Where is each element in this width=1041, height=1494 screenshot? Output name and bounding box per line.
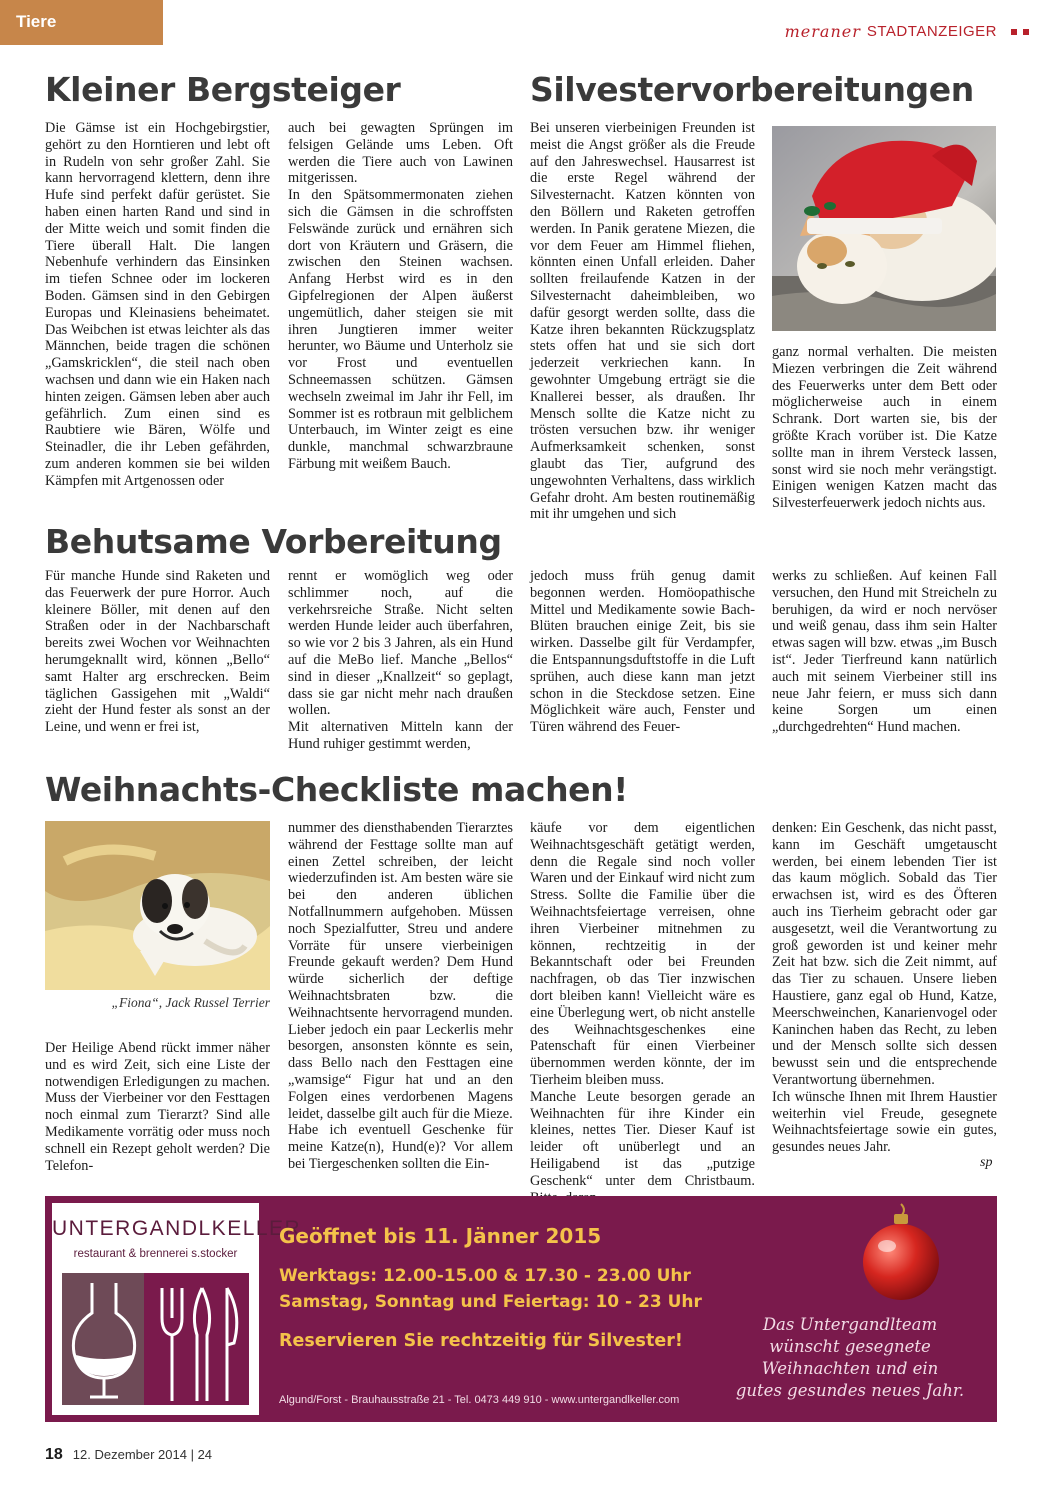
headline-silvester: Silvestervorbereitungen	[530, 70, 974, 109]
behutsam-paragraph: Mit alternativen Mitteln kann der Hund ruhiger gestimmt werden,	[288, 719, 513, 752]
dog-photo-caption: „Fiona“, Jack Russel Terrier	[111, 995, 270, 1010]
silvester-column-1	[530, 120, 755, 523]
masthead-script: meraner	[784, 22, 861, 41]
restaurant-advertisement	[45, 1196, 997, 1422]
glass-cutlery-icon	[62, 1273, 249, 1405]
silvester-column-2	[772, 344, 997, 512]
issue-date: 12. Dezember 2014 | 24	[72, 1447, 213, 1462]
behutsam-paragraph: werks zu schließen. Auf keinen Fall versuchen, den Hund mit Streicheln zu beruhigen, da wird er noch nervöser und weiß genau, dass ihm sein Halter etwas sagen will bzw. etwas „im Busch ist“. Jeder Tierfreund kann natürlich auch mit seinem Vierbeiner still ins neue Jahr feiern, er muss sich dann keine Sorgen um einen „durchgedrehten“ Hund machen.	[772, 568, 997, 736]
restaurant-logo	[52, 1203, 302, 1415]
ad-hours-weekday: Werktags: 12.00-15.00 & 17.30 - 23.00 Uhr	[279, 1266, 691, 1286]
bergsteiger-column-2	[288, 120, 513, 473]
checkliste-paragraph: denken: Ein Geschenk, das nicht passt, kann im Geschäft umgetauscht werden, bei einem lebenden Tier ist das kaum möglich. Sobald das Tier erwachsen ist, wird es des Öfteren auch ins Tierheim gebracht oder gar ausgesetzt, weil die Verantwortung zu groß geworden ist und keiner mehr Zeit hat bzw. sich die Zeit nimmt, auf das Tier zu schauen. Unsere lieben Haustiere, ganz egal ob Hund, Katze, Meerschweinchen, Kanarienvogel oder Kaninchen haben das Recht, zu leben und der Mensch sollte sich dessen bewusst sein und die entsprechende Verantwortung übernehmen.	[772, 820, 997, 1088]
bergsteiger-paragraph: In den Spätsommermonaten ziehen sich die Gämsen in die schroffsten Felswände zurück und ernähren sich dort von Kräutern und Gräsern, die zwischen den Steinen wachsen. Anfang Herbst wird es in den Gipfelregionen der Alpen äußerst ungemütlich, daher steigen sie mit ihren Jungtieren immer weiter herunter, wo Bäume und Unterholz sie vor Frost und eventuellen Schneemassen schützen. Gämsen wechseln zweimal im Jahr ihr Fell, im Sommer ist es rotbraun mit gelblichem Unterbauch, im Winter zeigt es eine dunkle, manchmal schwarzbraune Färbung mit weißem Bauch.	[288, 187, 513, 472]
section-tab: Tiere	[0, 0, 163, 45]
greeting-line: gutes gesundes neues Jahr.	[735, 1381, 965, 1400]
page-number: 18	[45, 1446, 63, 1463]
behutsam-paragraph: jedoch muss früh genug damit begonnen werden. Homöopathische Mittel und Medikamente sowie Bach-Blüten brauchen einige Zeit, bis sie wirken. Dasselbe gilt für Verdampfer, die Entspannungsduftstoffe in die Luft sprühen, auch diese kann man jetzt schon in die Steckdose setzen. Eine Möglichkeit wäre auch, Fenster und Türen während des Feuer-	[530, 568, 755, 736]
dog-photo	[45, 821, 270, 990]
headline-checkliste: Weihnachts-Checkliste machen!	[45, 770, 628, 809]
silvester-paragraph: ganz normal verhalten. Die meisten Miezen verbringen die Zeit während des Feuerwerks unter dem Bett oder möglicherweise auch in einem Schrank. Dort warten sie, bis der größte Krach vorüber ist. Die Katze sollte man in ihrem Versteck lassen, sonst wird sie noch mehr verängstigt. Einigen wenigen Katzen macht das Silvesterfeuerwerk jedoch nichts aus.	[772, 344, 997, 512]
checkliste-column-3	[530, 820, 755, 1206]
behutsam-column-4	[772, 568, 997, 736]
ad-address: Algund/Forst - Brauhausstraße 21 - Tel. 0473 449 910 - www.untergandlkeller.com	[279, 1394, 680, 1406]
greeting-line: Das Untergandlteam	[762, 1315, 938, 1334]
bergsteiger-paragraph: Die Gämse ist ein Hochgebirgstier, gehört zu den Horntieren und lebt oft in Rudeln von sehr großer Zahl. Sie kann hervorragend klettern, denn ihre Hufe sind perfekt dafür gerüstet. Sie haben einen harten Rand und sind in der Mitte weich und somit finden die Tiere überall Halt. Die langen Nebenhufe verhindern das Einsinken im tiefen Schnee oder im lockeren Boden. Gämsen sind in den Gebirgen Europas und Kleinasiens beheimatet. Das Weibchen ist etwas leichter als das Männchen, beide tragen die schönen „Gamskricklen“, die steil nach oben wachsen und dann wie ein Haken nach hinten zeigen. Gämsen leben aber auch gefährlich. Zum einen sind es Raubtiere wie Bären, Wölfe und Steinadler, die ihr Leben gefährden, zum anderen kommen sie bei wilden Kämpfen mit Artgenossen oder	[45, 120, 270, 489]
cat-photo	[772, 126, 996, 331]
page-footer	[45, 1446, 212, 1464]
headline-bergsteiger: Kleiner Bergsteiger	[45, 70, 401, 109]
logo-subtitle: restaurant & brennerei s.stocker	[73, 1248, 238, 1260]
behutsam-column-1	[45, 568, 270, 736]
ad-greeting	[715, 1314, 985, 1402]
christmas-bauble-icon	[851, 1200, 951, 1304]
masthead-name: STADTANZEIGER	[866, 23, 997, 40]
checkliste-column-2	[288, 820, 513, 1173]
headline-behutsam: Behutsame Vorbereitung	[45, 522, 502, 561]
logo-name: UNTERGANDLKELLER	[52, 1217, 302, 1240]
checkliste-paragraph: Der Heilige Abend rückt immer näher und es wird Zeit, sich eine Liste der notwendigen Erledigungen zu machen. Muss der Vierbeiner vor den Festtagen noch einmal zum Tierarzt? Sind alle Medikamente vorrätig oder muss noch schnell ein Rezept geholt werden? Die Telefon-	[45, 1040, 270, 1174]
bergsteiger-paragraph: auch bei gewagten Sprüngen im felsigen Gelände ums Leben. Oft werden die Tiere auch von Lawinen mitgerissen.	[288, 120, 513, 187]
ad-hours-weekend: Samstag, Sonntag und Feiertag: 10 - 23 Uhr	[279, 1292, 702, 1312]
checkliste-column-4	[772, 820, 997, 1156]
checkliste-paragraph: Habe ich eventuell Geschenke für meine Katze(n), Hund(e)? Vor allem bei Tiergeschenken sollten die Ein-	[288, 1122, 513, 1172]
silvester-paragraph: Bei unseren vierbeinigen Freunden ist meist die Angst größer als die Freude auf den Jahreswechsel. Hausarrest ist die erste Regel während der Silvesternacht. Katzen könnten von den Böllern und Raketen getroffen werden. In Panik geratene Miezen, die vor dem Feuer am Himmel fliehen, könnten einen Unfall erleiden. Daher sollten freilaufende Katzen in der Silvesternacht daheimbleiben, wo dafür gesorgt werden sollte, dass die Katze ihren bekannten Rückzugsplatz stets offen hat und sie sich dort jederzeit verkriechen kann. In gewohnter Umgebung erträgt sie die Knallerei besser, als draußen. Ihr Mensch sollte die Katze nicht zu trösten versuchen bzw. ihr weniger Aufmerksamkeit schenken, sonst glaubt das Tier, aufgrund des ungewohnten Verhaltens, dass wirklich Gefahr droht. Am besten routinemäßig mit ihr umgehen und sich	[530, 120, 755, 523]
greeting-line: Weihnachten und ein	[761, 1359, 939, 1378]
checkliste-paragraph: käufe vor dem eigentlichen Weihnachtsgeschäft getätigt werden, denn die Regale sind noch voller Waren und der Einkauf wird nicht zum Stress. Sollte die Familie über die Weihnachtsfeiertage verreisen, ohne ihren Vierbeiner mitnehmen zu können, rechtzeitig in der Bekanntschaft oder bei Freunden nachfragen, ob das Tier inzwischen dort bleiben kann! Vielleicht wäre es eine Überlegung wert, ob nicht anstelle des Weihnachtsgeschenkes eine Patenschaft für einen Vierbeiner übernommen werden könnte, der im Tierheim bleiben muss.	[530, 820, 755, 1088]
behutsam-paragraph: Für manche Hunde sind Raketen und das Feuerwerk der pure Horror. Auch kleinere Böller, mit denen auf den Straßen oder in der Nachbarschaft bereits zwei Wochen vor Weihnachten herumgeknallt wird, können „Bello“ samt Halter arg erschrecken. Beim täglichen Gassigehen mit „Waldi“ zieht der Hund fester als sonst an der Leine, und wenn er frei ist,	[45, 568, 270, 736]
behutsam-paragraph: rennt er womöglich weg oder schlimmer noch, auf die verkehrsreiche Straße. Nicht selten werden Hunde leider auch überfahren, so wie vor 2 bis 3 Jahren, als ein Hund auf die MeBo lief. Manche „Bellos“ sind in dieser „Knallzeit“ so geplagt, dass sie gar nicht mehr nach draußen wollen.	[288, 568, 513, 719]
checkliste-paragraph: Ich wünsche Ihnen mit Ihrem Haustier weiterhin viel Freude, gesegnete Weihnachtsfeiertage sowie ein gutes, gesundes neues Jahr.	[772, 1088, 997, 1156]
checkliste-column-1	[45, 1040, 270, 1174]
checkliste-paragraph: Manche Leute besorgen gerade an Weihnachten für ihre Kinder ein kleines, nettes Tier. Dieser Kauf ist leider oft unüberlegt und an Heiligabend ist das „putzige Geschenk“ unter dem Christbaum.	[530, 1088, 755, 1189]
greeting-line: wünscht gesegnete	[769, 1337, 931, 1356]
behutsam-column-3	[530, 568, 755, 736]
author-signature: sp	[980, 1155, 993, 1170]
behutsam-column-2	[288, 568, 513, 753]
ad-opening-title: Geöffnet bis 11. Jänner 2015	[279, 1224, 602, 1248]
masthead	[785, 22, 1029, 41]
checkliste-paragraph: nummer des diensthabenden Tierarztes während der Festtage sollte man auf einen Zettel schreiben, der leicht wiederzufinden ist. Am besten wäre sie bei den anderen üblichen Notfallnummern aufgehoben. Müssen noch Spezialfutter, Streu und andere Vorräte für unsere vierbeinigen Freunde gekauft werden? Dem Hund würde sicherlich der deftige Weihnachtsbraten bzw. die Weihnachtsente hervorragend munden. Lieber jedoch ein paar Leckerlis mehr besorgen, ansonsten könnte es sein, dass Bello nach den Festtagen eine „wamsige“ Figur hat und an den Folgen eines verdorbenen Magens leidet, dasselbe gilt auch für die Mieze.	[288, 820, 513, 1122]
bergsteiger-column-1	[45, 120, 270, 490]
masthead-dots	[1011, 29, 1029, 35]
ad-reserve-note: Reservieren Sie rechtzeitig für Silvester!	[279, 1331, 683, 1351]
